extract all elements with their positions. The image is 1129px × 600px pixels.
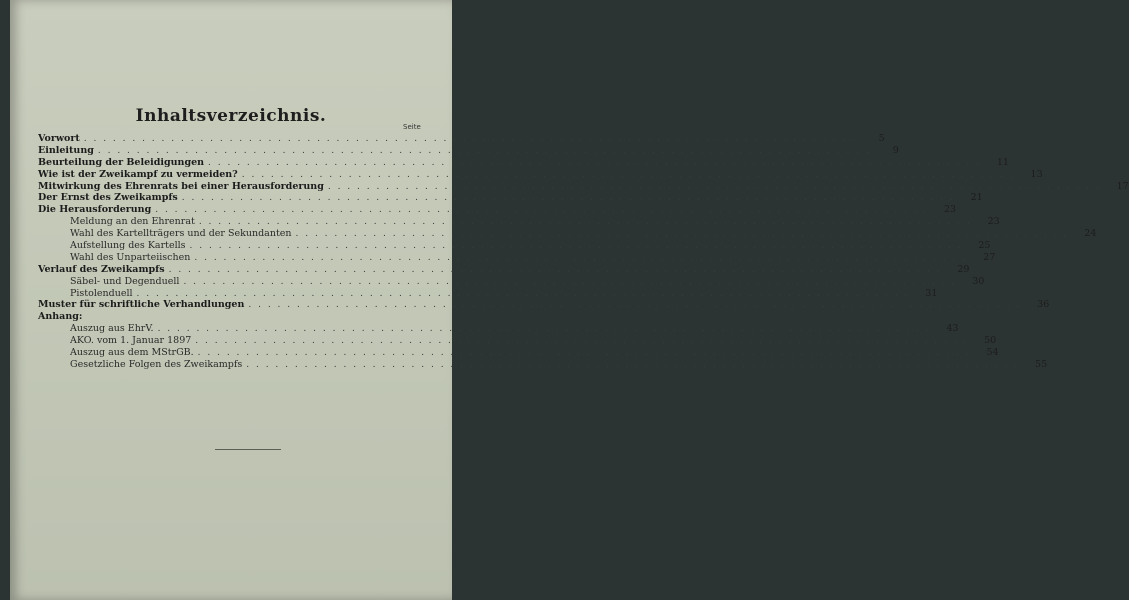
dot-leader: . . . . . . . . . . . . . . . . . . . . . . . . . . . . . . . . . . . . . . . . . . . . . . . . . . . . . . . . . . . . . . . . . . . . . . . . . . . . . . . . <box>248 300 1022 311</box>
toc-entry-page: 11 <box>996 156 1009 168</box>
toc-entry-page: 43 <box>946 323 959 335</box>
dot-leader: . . . . . . . . . . . . . . . . . . . . . . . . . . . . . . . . . . . . . . . . . . . . . . . . . . . . . . . . . . . . . . . . . . . . . . . . . . . . . . . . <box>183 276 957 287</box>
toc-entry-title: Verlauf des Zweikampfs <box>38 263 165 275</box>
toc-entry-page: 31 <box>925 287 938 299</box>
table-of-contents <box>38 133 1129 371</box>
dot-leader: . . . . . . . . . . . . . . . . . . . . . . . . . . . . . . . . . . . . . . . . . . . . . . . . . . . . . . . . . . . . . . . . . . . . . . . . . . . . . . . . <box>195 336 969 347</box>
toc-entry-title: Anhang: <box>38 311 83 323</box>
toc-entry <box>38 335 997 347</box>
toc-entry <box>38 192 983 204</box>
toc-entry-page: 9 <box>892 144 899 156</box>
toc-entry-title: Der Ernst des Zweikampfs <box>38 192 178 204</box>
toc-entry <box>38 180 1129 193</box>
toc-entry-title: Auszug aus EhrV. <box>70 323 154 335</box>
toc-entry-page: 25 <box>978 240 991 252</box>
toc-entry <box>38 156 1009 169</box>
toc-entry <box>38 144 899 157</box>
section-divider <box>215 449 281 450</box>
toc-entry-page: 23 <box>944 204 957 216</box>
toc-entry-title: Meldung an den Ehrenrat <box>70 216 195 228</box>
book-page <box>10 0 1129 600</box>
dot-leader: . . . . . . . . . . . . . . . . . . . . . . . . . . . . . . . . . . . . . . . . . . . . . . . . . . . . . . . . . . . . . . . . . . . . . . . . . . . . . . . . <box>241 169 1015 180</box>
toc-entry <box>38 347 999 359</box>
toc-entry-title: Wahl des Unparteiischen <box>70 251 191 263</box>
toc-entry-title: Wie ist der Zweikampf zu vermeiden? <box>38 168 238 180</box>
toc-entry-page: 23 <box>987 216 1000 228</box>
toc-entry <box>38 263 970 276</box>
toc-entry <box>38 240 991 252</box>
toc-entry <box>38 275 985 288</box>
toc-entry-page: 17 <box>1116 180 1129 192</box>
toc-entry-title: Wahl des Kartellträgers und der Sekundanten <box>70 228 292 240</box>
toc-entry-title: Gesetzliche Folgen des Zweikampfs <box>70 358 243 370</box>
page-column-header: Seite <box>403 123 421 131</box>
toc-entry <box>38 168 1043 181</box>
toc-entry-page: 50 <box>984 335 997 347</box>
dot-leader: . . . . . . . . . . . . . . . . . . . . . . . . . . . . . . . . . . . . . . . . . . . . . . . . . . . . . . . . . . . . . . . . . . . . . . . . . . . . . . . . <box>198 217 972 228</box>
toc-entry <box>38 216 1000 228</box>
toc-entry <box>38 311 450 323</box>
toc-entry-title: Vorwort <box>38 133 80 144</box>
toc-entry-page: 55 <box>1035 358 1048 370</box>
toc-entry-page: 29 <box>957 263 970 275</box>
toc-entry <box>38 228 1097 240</box>
dot-leader: . . . . . . . . . . . . . . . . . . . . . . . . . . . . . . . . . . . . . . . . . . . . . . . . . . . . . . . . . . . . . . . . . . . . . . . . . . . . . . . . <box>246 359 1020 370</box>
toc-entry-page: 24 <box>1084 228 1097 240</box>
dot-leader: . . . . . . . . . . . . . . . . . . . . . . . . . . . . . . . . . . . . . . . . . . . . . . . . . . . . . . . . . . . . . . . . . . . . . . . . . . . . . . . . <box>155 205 929 216</box>
toc-entry-title: AKO. vom 1. Januar 1897 <box>70 335 192 347</box>
toc-entry-title: Muster für schriftliche Verhandlungen <box>38 299 245 311</box>
dot-leader: . . . . . . . . . . . . . . . . . . . . . . . . . . . . . . . . . . . . . . . . . . . . . . . . . . . . . . . . . . . . . . . . . . . . . . . . . . . . . . . . <box>181 193 955 204</box>
toc-entry <box>38 323 959 335</box>
toc-entry-title: Pistolenduell <box>70 287 133 299</box>
toc-entry-title: Einleitung <box>38 144 94 156</box>
toc-entry-title: Die Herausforderung <box>38 204 152 216</box>
toc-entry <box>38 299 1050 311</box>
page-title: Inhaltsverzeichnis. <box>135 106 327 126</box>
dot-leader: . . . . . . . . . . . . . . . . . . . . . . . . . . . . . . . . . . . . . . . . . . . . . . . . . . . . . . . . . . . . . . . . . . . . . . . . . . . . . . . . <box>189 241 963 252</box>
dot-leader: . . . . . . . . . . . . . . . . . . . . . . . . . . . . . . . . . . . . . . . . . . . . . . . . . . . . . . . . . . . . . . . . . . . . . . . . . . . . . . . . <box>83 134 857 144</box>
dot-leader: . . . . . . . . . . . . . . . . . . . . . . . . . . . . . . . . . . . . . . . . . . . . . . . . . . . . . . . . . . . . . . . . . . . . . . . . . . . . . . . . <box>97 145 871 156</box>
toc-entry-title: Auszug aus dem MStrGB. <box>70 347 194 359</box>
dot-leader: . . . . . . . . . . . . . . . . . . . . . . . . . . . . . . . . . . . . . . . . . . . . . . . . . . . . . . . . . . . . . . . . . . . . . . . . . . . . . . . . <box>168 264 942 275</box>
toc-entry-title: Beurteilung der Beleidigungen <box>38 156 205 168</box>
dot-leader: . . . . . . . . . . . . . . . . . . . . . . . . . . . . . . . . . . . . . . . . . . . . . . . . . . . . . . . . . . . . . . . . . . . . . . . . . . . . . . . . <box>327 181 1101 192</box>
toc-entry <box>38 251 996 264</box>
toc-entry <box>38 287 938 300</box>
dot-leader: . . . . . . . . . . . . . . . . . . . . . . . . . . . . . . . . . . . . . . . . . . . . . . . . . . . . . . . . . . . . . . . . . . . . . . . . . . . . . . . . <box>157 324 931 335</box>
dot-leader: . . . . . . . . . . . . . . . . . . . . . . . . . . . . . . . . . . . . . . . . . . . . . . . . . . . . . . . . . . . . . . . . . . . . . . . . . . . . . . . . <box>208 157 981 168</box>
toc-entry-title: Mitwirkung des Ehrenrats bei einer Herausforderung <box>38 180 324 192</box>
dot-leader: . . . . . . . . . . . . . . . . . . . . . . . . . . . . . . . . . . . . . . . . . . . . . . . . . . . . . . . . . . . . . . . . . . . . . . . . . . . . . . . . <box>136 288 910 299</box>
dot-leader: . . . . . . . . . . . . . . . . . . . . . . . . . . . . . . . . . . . . . . . . . . . . . . . . . . . . . . . . . . . . . . . . . . . . . . . . . . . . . . . . <box>295 229 1069 240</box>
toc-entry-title: Säbel- und Degenduell <box>70 275 180 287</box>
toc-entry-page: 54 <box>986 347 999 359</box>
toc-entry-page: 5 <box>878 133 885 144</box>
dot-leader: . . . . . . . . . . . . . . . . . . . . . . . . . . . . . . . . . . . . . . . . . . . . . . . . . . . . . . . . . . . . . . . . . . . . . . . . . . . . . . . . <box>194 252 968 263</box>
toc-entry <box>38 133 885 145</box>
toc-entry-page: 13 <box>1030 168 1043 180</box>
toc-entry-title: Aufstellung des Kartells <box>70 240 186 252</box>
dot-leader: . . . . . . . . . . . . . . . . . . . . . . . . . . . . . . . . . . . . . . . . . . . . . . . . . . . . . . . . . . . . . . . . . . . . . . . . . . . . . . . . <box>197 348 971 359</box>
toc-entry-page: 36 <box>1037 299 1050 311</box>
toc-entry-page: 21 <box>970 192 983 204</box>
toc-entry <box>38 358 1048 371</box>
toc-entry <box>38 204 957 216</box>
toc-entry-page: 27 <box>983 251 996 263</box>
toc-entry-page: 30 <box>972 275 985 287</box>
